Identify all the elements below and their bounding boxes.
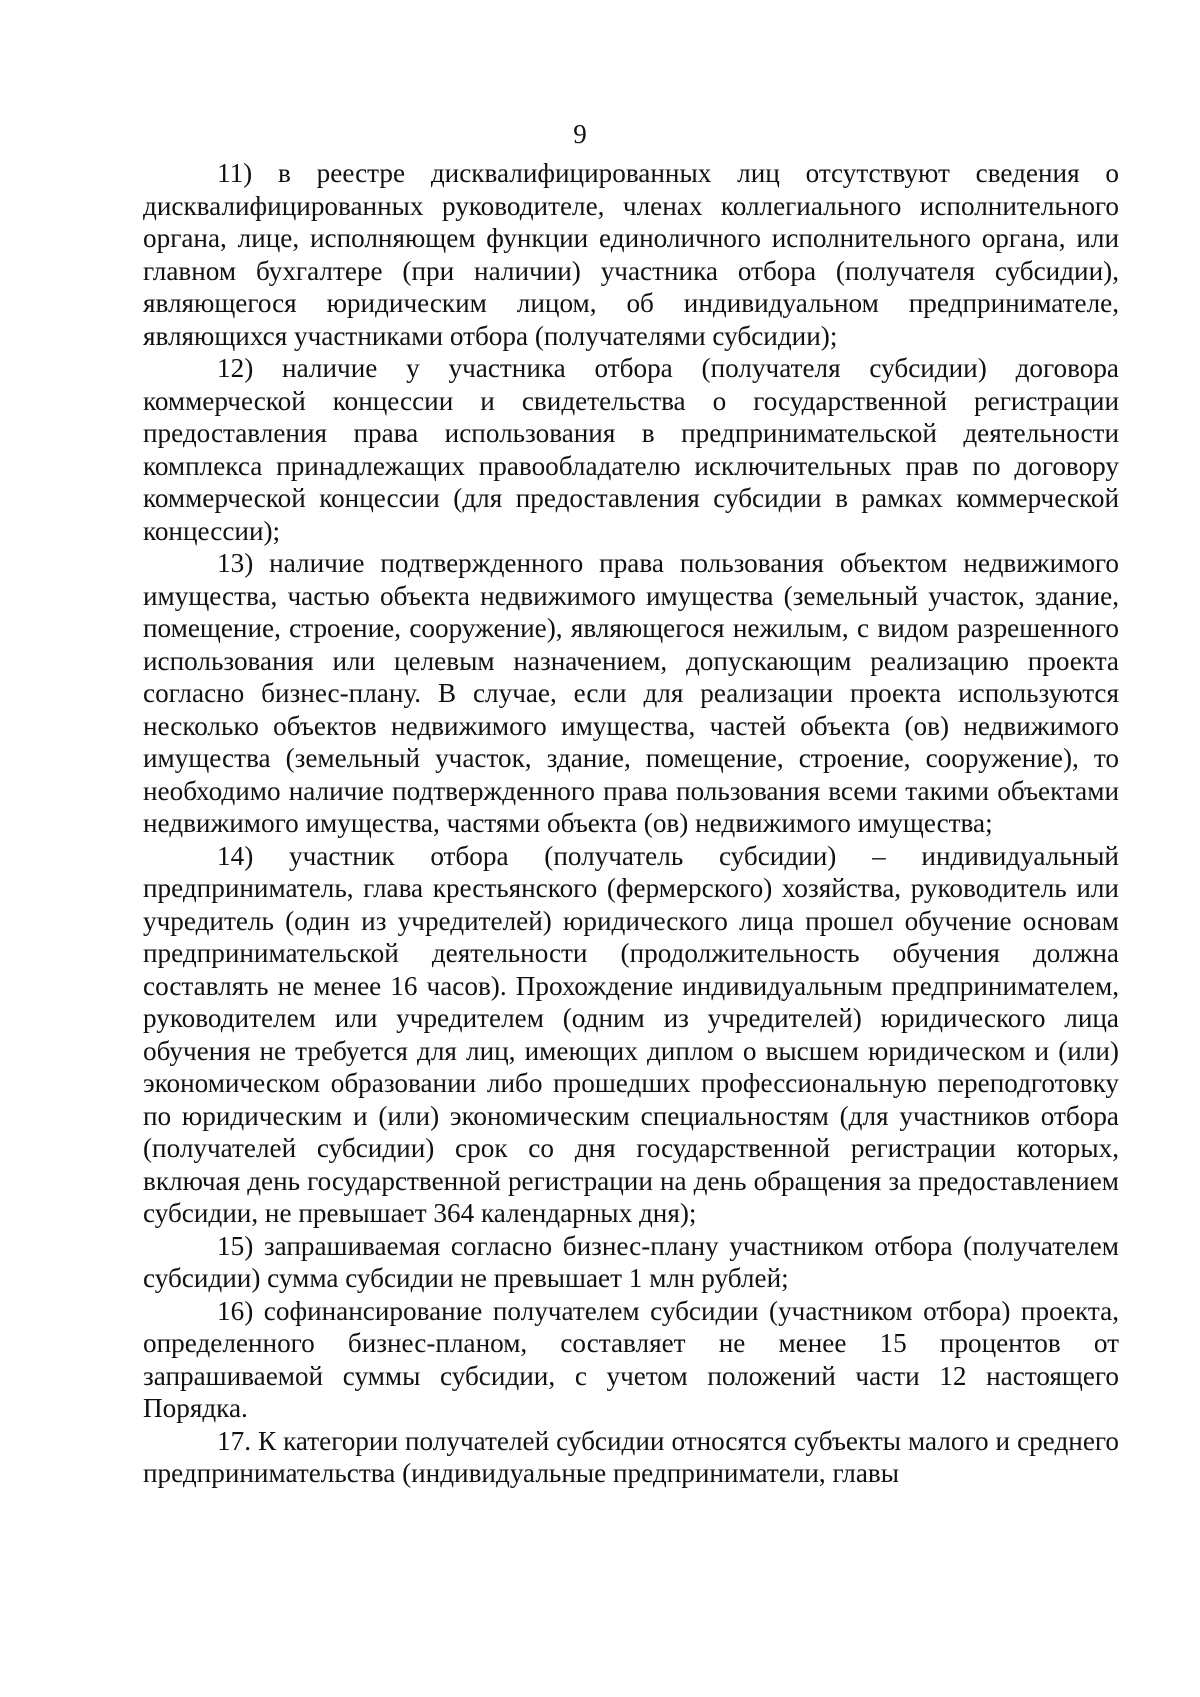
paragraph-section-17: 17. К категории получателей субсидии относятся субъекты малого и среднего предпринимательства (индивидуальные предприниматели, главы bbox=[143, 1425, 1119, 1488]
page-number: 9 bbox=[573, 119, 587, 149]
paragraph-item-13: 13) наличие подтвержденного права пользования объектом недвижимого имущества, частью объекта недвижимого имущества (земельный участок, здание, помещение, строение, сооружение), являющегося нежилым, с видом разрешенного использования или целевым назначением, допускающим реализацию проекта согласно бизнес-плану. В случае, если для реализации проекта используются несколько объектов недвижимого имущества, частей объекта (ов) недвижимого имущества (земельный участок, здание, помещение, строение, сооружение), то необходимо наличие подтвержденного права пользования всеми такими объектами недвижимого имущества, частями объекта (ов) недвижимого имущества; bbox=[143, 548, 1119, 838]
paragraph-item-16: 16) софинансирование получателем субсидии (участником отбора) проекта, определенного бизнес-планом, составляет не менее 15 процентов от запрашиваемой суммы субсидии, с учетом положений части 12 настоящего Порядка. bbox=[143, 1295, 1119, 1423]
paragraph-item-14: 14) участник отбора (получатель субсидии) – индивидуальный предприниматель, глава крестьянского (фермерского) хозяйства, руководитель или учредитель (один из учредителей) юридического лица прошел обучение основам предпринимательской деятельности (продолжительность обучения должна составлять не менее 16 часов). Прохождение индивидуальным предпринимателем, руководителем или учредителем (одним из учредителей) юридического лица обучения не требуется для лиц, имеющих диплом о высшем юридическом и (или) экономическом образовании либо прошедших профессиональную переподготовку по юридическим и (или) экономическим специальностям (для участников отбора (получателей субсидии) срок со дня государственной регистрации которых, включая день государственной регистрации на день обращения за предоставлением субсидии, не превышает 364 календарных дня); bbox=[143, 840, 1119, 1228]
document-body bbox=[143, 157, 1119, 1490]
paragraph-item-12: 12) наличие у участника отбора (получателя субсидии) договора коммерческой концессии и свидетельства о государственной регистрации предоставления права использования в предпринимательской деятельности комплекса принадлежащих правообладателю исключительных прав по договору коммерческой концессии (для предоставления субсидии в рамках коммерческой концессии); bbox=[143, 353, 1119, 546]
paragraph-item-15: 15) запрашиваемая согласно бизнес-плану участником отбора (получателем субсидии) сумма субсидии не превышает 1 млн рублей; bbox=[143, 1230, 1119, 1293]
paragraph-item-11: 11) в реестре дисквалифицированных лиц отсутствуют сведения о дисквалифицированных руководителе, членах коллегиального исполнительного органа, лице, исполняющем функции единоличного исполнительного органа, или главном бухгалтере (при наличии) участника отбора (получателя субсидии), являющегося юридическим лицом, об индивидуальном предпринимателе, являющихся участниками отбора (получателями субсидии); bbox=[143, 158, 1119, 351]
